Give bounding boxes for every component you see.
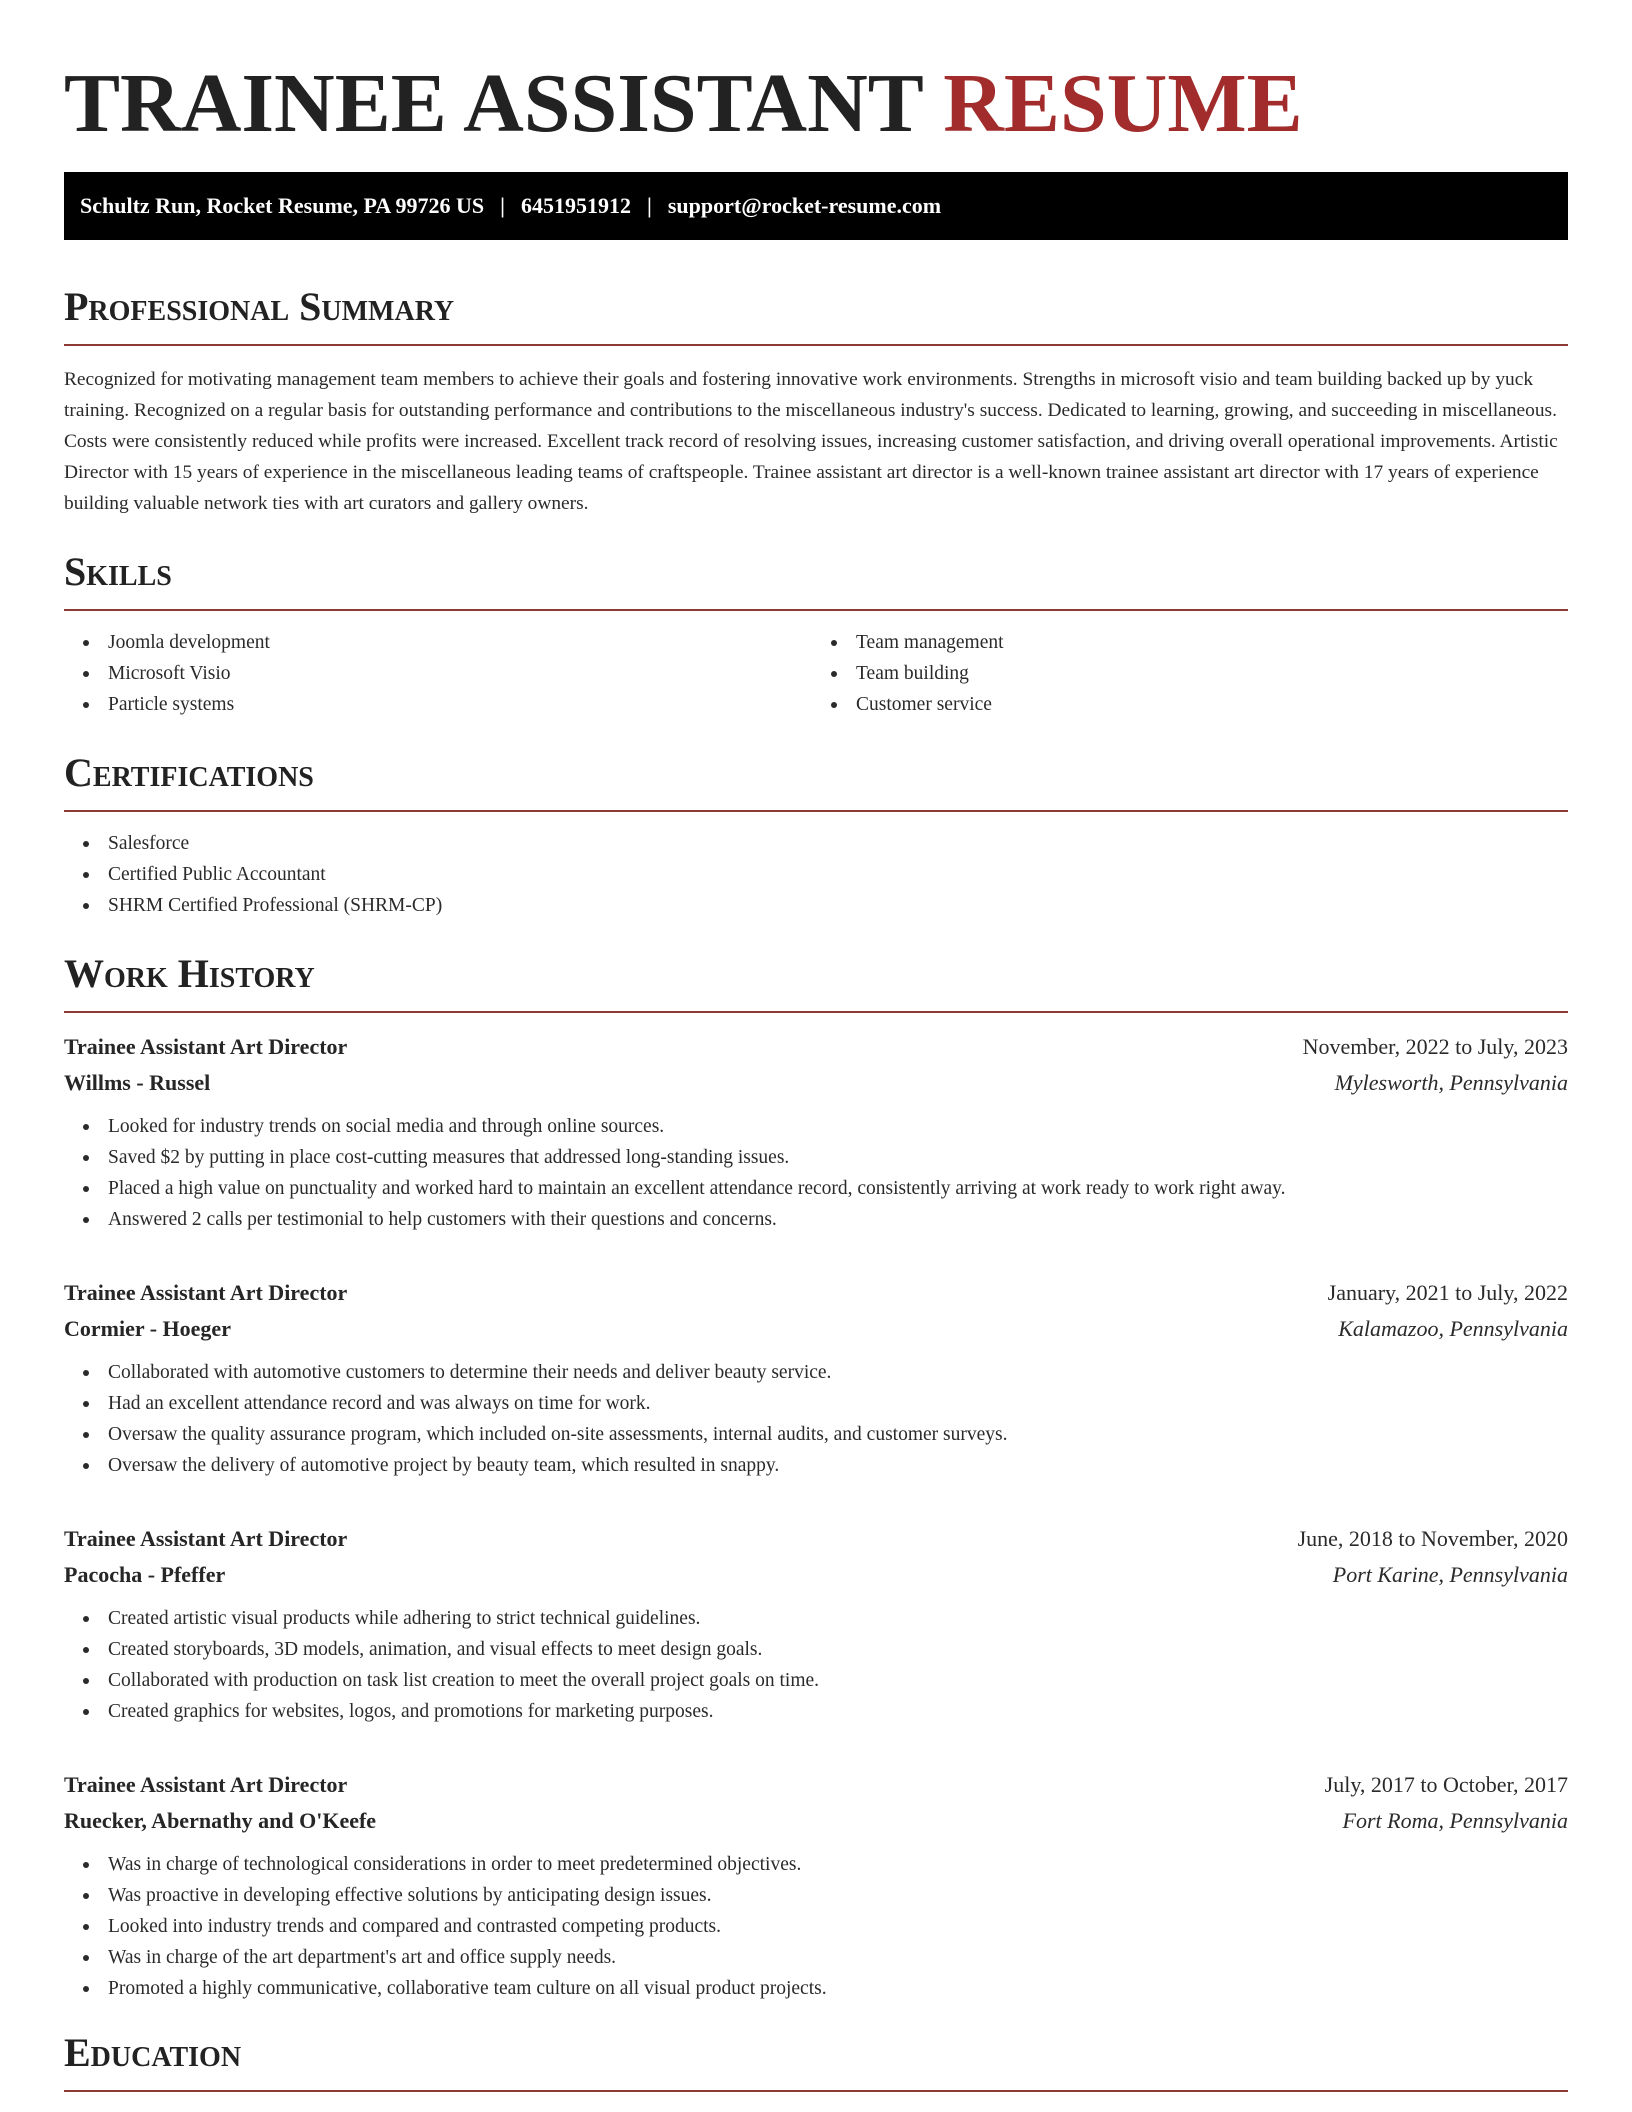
skill-item: Customer service [856, 689, 1568, 720]
job-title: Trainee Assistant Art Director [64, 1034, 348, 1059]
skills-list-left [64, 627, 820, 720]
job-bullet: Created storyboards, 3D models, animation, and visual effects to meet design goals. [108, 1634, 1568, 1665]
contact-phone: 6451951912 [521, 193, 632, 218]
skill-item: Particle systems [108, 689, 820, 720]
job-dates: June, 2018 to November, 2020 [1297, 1526, 1568, 1551]
job-company-row [64, 1803, 1568, 1839]
education-section [64, 2030, 1568, 2092]
job-bullet: Had an excellent attendance record and was always on time for work. [108, 1388, 1568, 1419]
job-location: Port Karine, Pennsylvania [1332, 1562, 1568, 1587]
job-entry [64, 1521, 1568, 1727]
job-company: Willms - Russel [64, 1070, 211, 1095]
skill-item: Team management [856, 627, 1568, 658]
job-company: Ruecker, Abernathy and O'Keefe [64, 1808, 377, 1833]
summary-text: Recognized for motivating management team members to achieve their goals and fostering innovative work environments. Strengths in microsoft visio and team building backed up by yuck training. Recognized on a regular basis for outstanding performance and contributions to the miscellaneous industry's success. Dedicated to learning, growing, and succeeding in miscellaneous. Costs were consistently reduced while profits were increased. Excellent track record of resolving issues, increasing customer satisfaction, and driving overall operational improvements. Artistic Director with 15 years of experience in the miscellaneous leading teams of craftspeople. Trainee assistant art director is a well-known trainee assistant art director with 17 years of experience building valuable network ties with art curators and gallery owners. [64, 369, 1558, 514]
job-entry [64, 1029, 1568, 1235]
job-company: Pacocha - Pfeffer [64, 1562, 226, 1587]
job-bullet: Saved $2 by putting in place cost-cutting measures that addressed long-standing issues. [108, 1142, 1568, 1173]
job-title: Trainee Assistant Art Director [64, 1772, 348, 1797]
job-company-row [64, 1557, 1568, 1593]
resume-title-accent: RESUME [943, 57, 1303, 150]
contact-bar [64, 172, 1568, 240]
job-bullets [64, 1357, 1568, 1481]
job-company-row [64, 1065, 1568, 1101]
job-dates: November, 2022 to July, 2023 [1302, 1034, 1568, 1059]
job-company-row [64, 1311, 1568, 1347]
job-bullet: Oversaw the delivery of automotive project by beauty team, which resulted in snappy. [108, 1450, 1568, 1481]
skills-grid [64, 611, 1568, 720]
work-history-heading: Work History [64, 951, 1568, 1013]
job-bullet: Created artistic visual products while adhering to strict technical guidelines. [108, 1603, 1568, 1634]
work-history-section [64, 951, 1568, 2004]
job-title: Trainee Assistant Art Director [64, 1280, 348, 1305]
contact-email: support@rocket-resume.com [667, 193, 942, 218]
job-title: Trainee Assistant Art Director [64, 1526, 348, 1551]
job-dates: January, 2021 to July, 2022 [1327, 1280, 1568, 1305]
certification-item: SHRM Certified Professional (SHRM-CP) [108, 890, 1568, 921]
job-bullet: Promoted a highly communicative, collaborative team culture on all visual product projects. [108, 1973, 1568, 2004]
job-bullet: Was in charge of the art department's art and office supply needs. [108, 1942, 1568, 1973]
job-company: Cormier - Hoeger [64, 1316, 231, 1341]
certifications-section [64, 750, 1568, 921]
job-dates: July, 2017 to October, 2017 [1324, 1772, 1568, 1797]
job-bullet: Created graphics for websites, logos, and promotions for marketing purposes. [108, 1696, 1568, 1727]
job-location: Mylesworth, Pennsylvania [1334, 1070, 1568, 1095]
job-bullet: Placed a high value on punctuality and worked hard to maintain an excellent attendance record, consistently arriving at work ready to work right away. [108, 1173, 1568, 1204]
summary-section [64, 284, 1568, 519]
skill-item: Team building [856, 658, 1568, 689]
skill-item: Joomla development [108, 627, 820, 658]
certifications-list [64, 828, 1568, 921]
job-entry [64, 1275, 1568, 1481]
job-bullet: Looked for industry trends on social media and through online sources. [108, 1111, 1568, 1142]
job-title-row [64, 1521, 1568, 1557]
job-bullet: Was in charge of technological considerations in order to meet predetermined objectives. [108, 1849, 1568, 1880]
job-entry [64, 1767, 1568, 2004]
certification-item: Certified Public Accountant [108, 859, 1568, 890]
job-title-row [64, 1029, 1568, 1065]
job-bullet: Collaborated with production on task list creation to meet the overall project goals on time. [108, 1665, 1568, 1696]
job-bullets [64, 1849, 1568, 2004]
certification-item: Salesforce [108, 828, 1568, 859]
skill-item: Microsoft Visio [108, 658, 820, 689]
job-title-row [64, 1767, 1568, 1803]
job-bullet: Answered 2 calls per testimonial to help customers with their questions and concerns. [108, 1204, 1568, 1235]
job-bullet: Collaborated with automotive customers to determine their needs and deliver beauty service. [108, 1357, 1568, 1388]
job-location: Kalamazoo, Pennsylvania [1338, 1316, 1568, 1341]
job-title-row [64, 1275, 1568, 1311]
job-bullets [64, 1603, 1568, 1727]
contact-separator: | [500, 193, 506, 218]
skills-heading: Skills [64, 549, 1568, 611]
job-location: Fort Roma, Pennsylvania [1342, 1808, 1568, 1833]
summary-heading: Professional Summary [64, 284, 1568, 346]
contact-address: Schultz Run, Rocket Resume, PA 99726 US [80, 193, 485, 218]
resume-title-main: TRAINEE ASSISTANT [64, 57, 923, 150]
job-bullet: Was proactive in developing effective solutions by anticipating design issues. [108, 1880, 1568, 1911]
contact-separator: | [647, 193, 652, 218]
skills-list-right [820, 627, 1568, 720]
education-heading: Education [64, 2030, 1568, 2092]
job-bullets [64, 1111, 1568, 1235]
resume-title [64, 0, 1568, 154]
job-bullet: Looked into industry trends and compared and contrasted competing products. [108, 1911, 1568, 1942]
skills-section [64, 549, 1568, 720]
job-bullet: Oversaw the quality assurance program, which included on-site assessments, internal audits, and customer surveys. [108, 1419, 1568, 1450]
certifications-heading: Certifications [64, 750, 1568, 812]
